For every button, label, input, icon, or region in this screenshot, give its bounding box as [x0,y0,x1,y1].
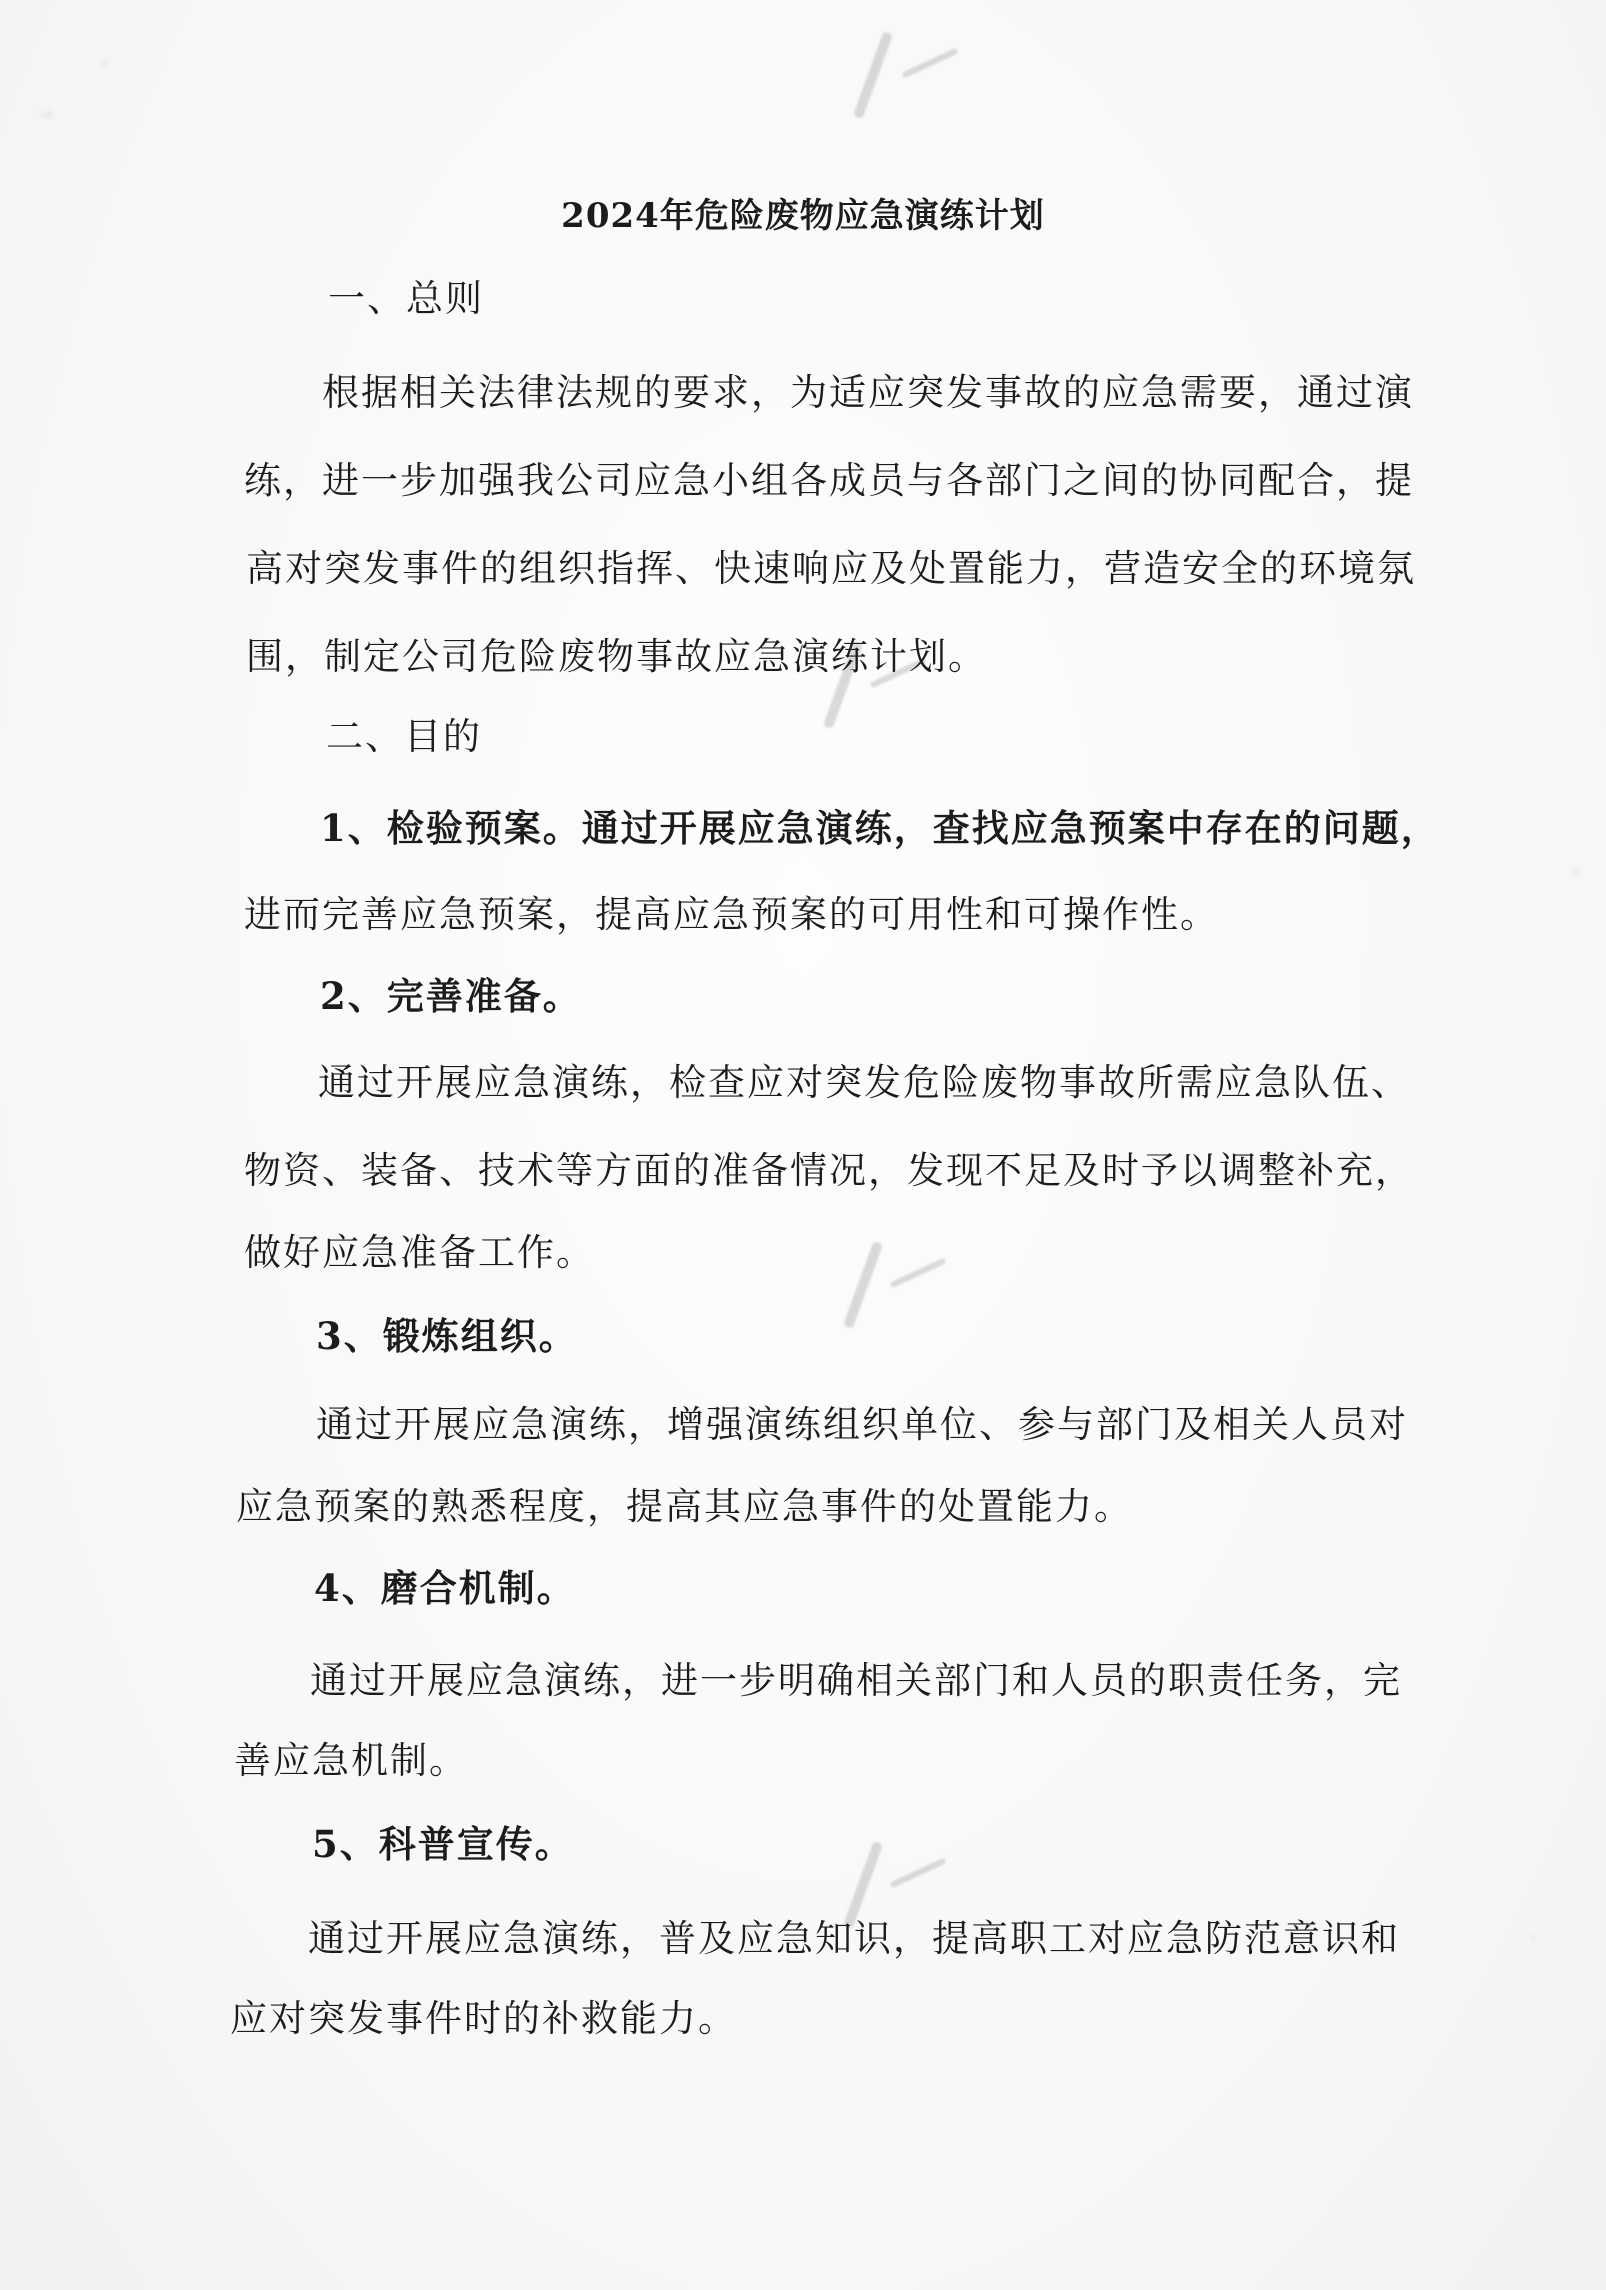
body-line: 善应急机制。 [234,1739,468,1782]
body-line: 练，进一步加强我公司应急小组各成员与各部门之间的协同配合，提 [244,459,1414,502]
body-line: 进而完善应急预案，提高应急预案的可用性和可操作性。 [244,893,1219,936]
scan-artifact-smudge [100,60,110,66]
scan-artifact-stroke [843,1241,883,1329]
body-line: 物资、装备、技术等方面的准备情况，发现不足及时予以调整补充， [244,1149,1414,1192]
scan-artifact-smudge [1530,1935,1536,1941]
body-line: 通过开展应急演练，进一步明确相关部门和人员的职责任务，完 [310,1659,1402,1702]
body-line: 高对突发事件的组织指挥、快速响应及处置能力，营造安全的环境氛 [246,547,1416,590]
body-line: 通过开展应急演练，增强演练组织单位、参与部门及相关人员对 [316,1403,1408,1446]
body-line: 应对突发事件时的补救能力。 [230,1997,737,2040]
scan-artifact-stroke [890,1858,947,1889]
body-line: 围，制定公司危险废物事故应急演练计划。 [246,635,987,678]
item-heading-1: 1、检验预案。通过开展应急演练，查找应急预案中存在的问题， [320,806,1440,850]
scan-artifact-stroke [902,48,959,79]
item-heading-3: 3、锻炼组织。 [316,1314,578,1358]
item-heading-5: 5、科普宣传。 [312,1822,574,1866]
body-line: 做好应急准备工作。 [244,1231,595,1274]
scan-artifact-stroke [890,1258,947,1289]
scan-artifact-smudge [40,110,54,118]
document-title: 2024年危险废物应急演练计划 [561,196,1045,236]
item-heading-2: 2、完善准备。 [320,974,582,1018]
item-heading-4: 4、磨合机制。 [314,1566,576,1610]
body-line: 通过开展应急演练，检查应对突发危险废物事故所需应急队伍、 [318,1061,1410,1104]
section-heading-purpose: 二、目的 [326,715,482,758]
scan-artifact-stroke [853,31,893,119]
body-line: 通过开展应急演练，普及应急知识，提高职工对应急防范意识和 [308,1917,1400,1960]
body-line: 应急预案的熟悉程度，提高其应急事件的处置能力。 [236,1485,1133,1528]
body-line: 根据相关法律法规的要求，为适应突发事故的应急需要，通过演 [322,371,1414,414]
section-heading-general: 一、总则 [328,277,484,320]
scan-artifact-smudge [1572,868,1580,876]
